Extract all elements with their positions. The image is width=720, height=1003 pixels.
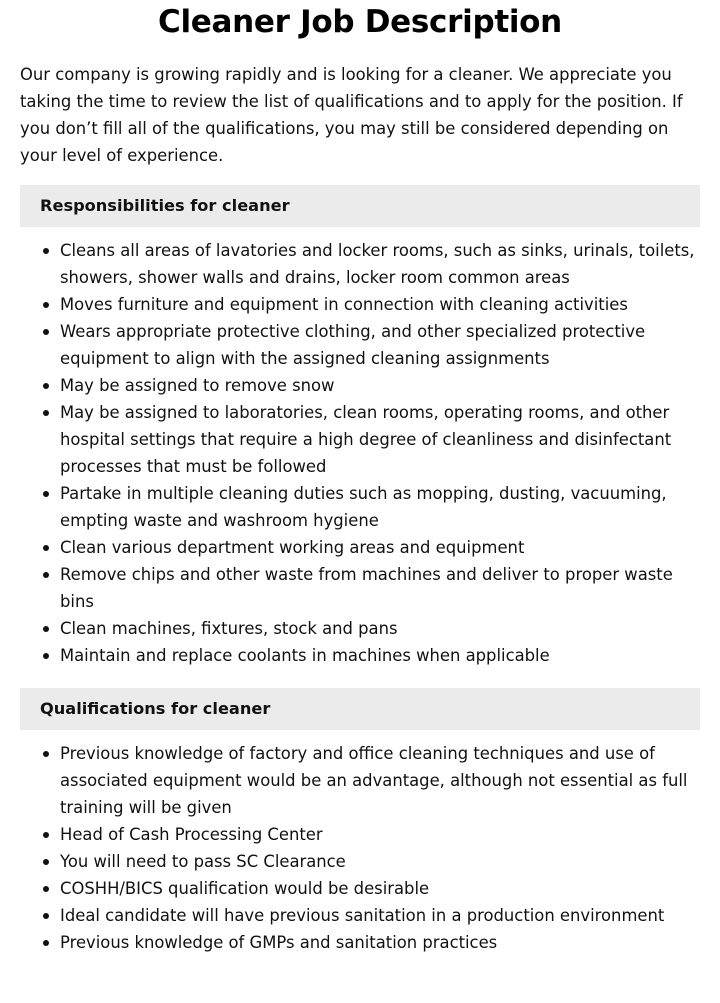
list-item: Ideal candidate will have previous sanitation in a production environment	[60, 902, 700, 929]
list-item: Previous knowledge of GMPs and sanitation practices	[60, 929, 700, 956]
list-item: Maintain and replace coolants in machines when applicable	[60, 642, 700, 669]
list-item: Clean various department working areas and equipment	[60, 534, 700, 561]
list-item: May be assigned to laboratories, clean rooms, operating rooms, and other hospital settings that require a high degree of cleanliness and disinfectant processes that must be followed	[60, 399, 700, 480]
list-item: Wears appropriate protective clothing, and other specialized protective equipment to align with the assigned cleaning assignments	[60, 318, 700, 372]
list-item: Partake in multiple cleaning duties such as mopping, dusting, vacuuming, empting waste and washroom hygiene	[60, 480, 700, 534]
list-item: Clean machines, fixtures, stock and pans	[60, 615, 700, 642]
page-title: Cleaner Job Description	[158, 4, 562, 40]
list-item: Moves furniture and equipment in connection with cleaning activities	[60, 291, 700, 318]
list-item: Head of Cash Processing Center	[60, 821, 700, 848]
intro-paragraph: Our company is growing rapidly and is looking for a cleaner. We appreciate you taking the time to review the list of qualifications and to apply for the position. If you don’t fill all of the qualifications, you may still be considered depending on your level of experience.	[20, 65, 683, 165]
qualifications-heading: Qualifications for cleaner	[20, 688, 700, 730]
list-item: May be assigned to remove snow	[60, 372, 700, 399]
qualifications-list	[20, 740, 700, 956]
list-item: COSHH/BICS qualification would be desirable	[60, 875, 700, 902]
list-item: Cleans all areas of lavatories and locker rooms, such as sinks, urinals, toilets, showers, shower walls and drains, locker room common areas	[60, 237, 700, 291]
responsibilities-list	[20, 237, 700, 669]
list-item: Remove chips and other waste from machines and deliver to proper waste bins	[60, 561, 700, 615]
list-item: You will need to pass SC Clearance	[60, 848, 700, 875]
list-item: Previous knowledge of factory and office cleaning techniques and use of associated equipment would be an advantage, although not essential as full training will be given	[60, 740, 700, 821]
responsibilities-heading: Responsibilities for cleaner	[20, 185, 700, 227]
